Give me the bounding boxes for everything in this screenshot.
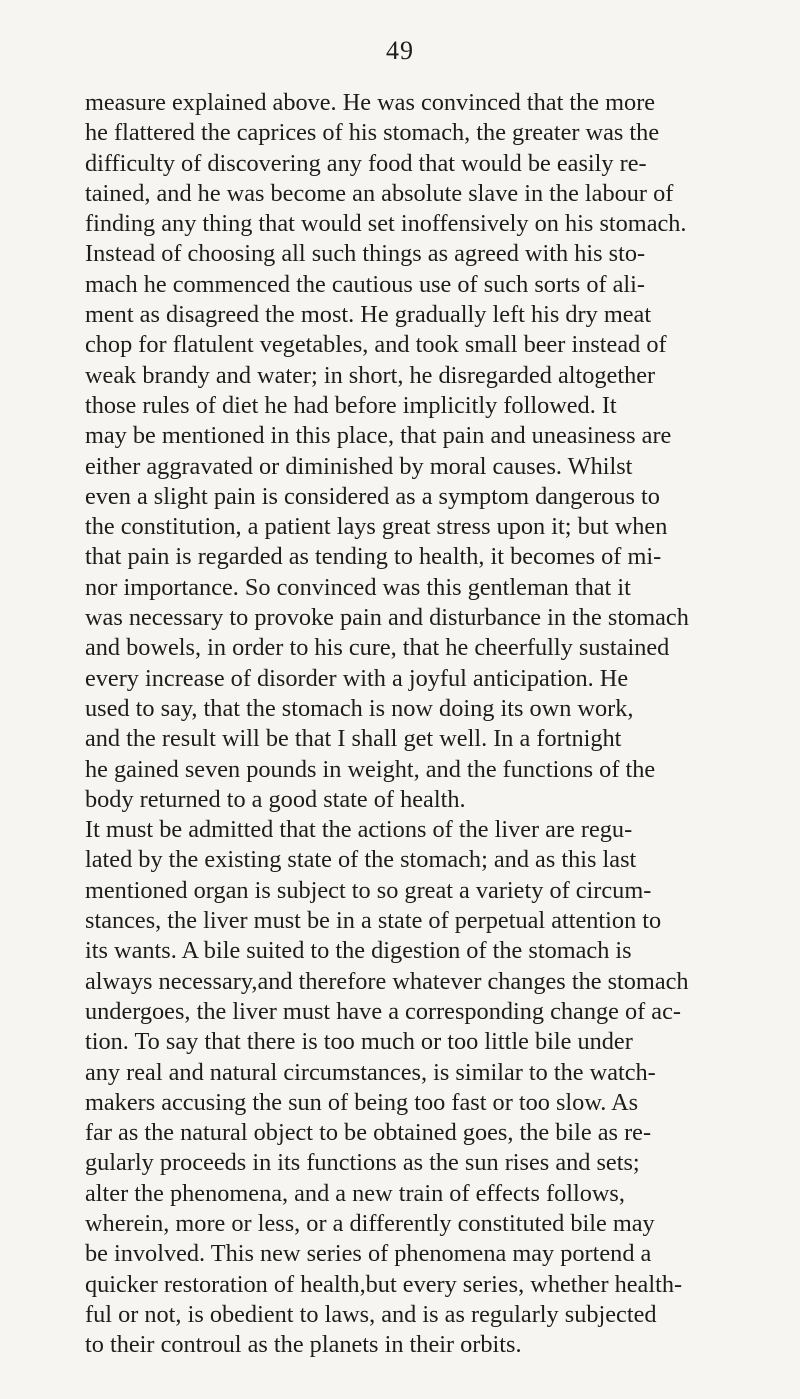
text-line: was necessary to provoke pain and disturbance in the stomach <box>85 604 689 632</box>
text-line: always necessary,and therefore whatever changes the stomach <box>85 967 689 995</box>
text-line: to their controul as the planets in their orbits. <box>85 1331 522 1359</box>
text-line: ful or not, is obedient to laws, and is as regularly subjected <box>85 1300 657 1328</box>
text-line: body returned to a good state of health. <box>85 785 466 813</box>
text-line: and the result will be that I shall get well. In a fortnight <box>85 725 622 753</box>
text-line: every increase of disorder with a joyful anticipation. He <box>85 664 629 692</box>
text-line: finding any thing that would set inoffensively on his stomach. <box>85 210 687 238</box>
text-line: lated by the existing state of the stomach; and as this last <box>85 846 637 874</box>
text-line: It must be admitted that the actions of the liver are regu- <box>85 816 633 844</box>
text-line: difficulty of discovering any food that would be easily re- <box>85 149 647 177</box>
text-line: ment as disagreed the most. He gradually left his dry meat <box>85 301 652 329</box>
body-text <box>85 88 745 1360</box>
text-line: its wants. A bile suited to the digestion of the stomach is <box>85 937 632 965</box>
text-line: tion. To say that there is too much or too little bile under <box>85 1028 633 1056</box>
text-line: may be mentioned in this place, that pain and uneasiness are <box>85 422 672 450</box>
text-line: used to say, that the stomach is now doing its own work, <box>85 694 634 722</box>
text-line: those rules of diet he had before implicitly followed. It <box>85 391 617 419</box>
text-line: mach he commenced the cautious use of such sorts of ali- <box>85 270 646 298</box>
text-line: wherein, more or less, or a differently constituted bile may <box>85 1209 655 1237</box>
text-line: he gained seven pounds in weight, and the functions of the <box>85 755 656 783</box>
text-line: either aggravated or diminished by moral causes. Whilst <box>85 452 633 480</box>
text-line: even a slight pain is considered as a symptom dangerous to <box>85 482 660 510</box>
text-line: any real and natural circumstances, is similar to the watch- <box>85 1058 656 1086</box>
text-line: alter the phenomena, and a new train of effects follows, <box>85 1179 625 1207</box>
text-line: the constitution, a patient lays great stress upon it; but when <box>85 513 668 541</box>
text-line: he flattered the caprices of his stomach, the greater was the <box>85 119 660 147</box>
text-line: stances, the liver must be in a state of perpetual attention to <box>85 907 662 935</box>
text-line: that pain is regarded as tending to health, it becomes of mi- <box>85 543 662 571</box>
text-line: nor importance. So convinced was this gentleman that it <box>85 573 631 601</box>
text-line: weak brandy and water; in short, he disregarded altogether <box>85 361 656 389</box>
text-line: quicker restoration of health,but every series, whether health- <box>85 1270 683 1298</box>
text-line: and bowels, in order to his cure, that he cheerfully sustained <box>85 634 670 662</box>
text-line: mentioned organ is subject to so great a variety of circum- <box>85 876 652 904</box>
text-line: makers accusing the sun of being too fast or too slow. As <box>85 1088 639 1116</box>
text-line: far as the natural object to be obtained goes, the bile as re- <box>85 1119 652 1147</box>
text-line: Instead of choosing all such things as agreed with his sto- <box>85 240 646 268</box>
text-line: measure explained above. He was convinced that the more <box>85 89 656 116</box>
text-line: chop for flatulent vegetables, and took small beer instead of <box>85 331 667 359</box>
text-line: tained, and he was become an absolute slave in the labour of <box>85 179 674 207</box>
text-line: undergoes, the liver must have a corresponding change of ac- <box>85 997 681 1025</box>
text-line: be involved. This new series of phenomena may portend a <box>85 1240 652 1268</box>
text-line: gularly proceeds in its functions as the sun rises and sets; <box>85 1149 640 1177</box>
page-number: 49 <box>386 36 414 65</box>
